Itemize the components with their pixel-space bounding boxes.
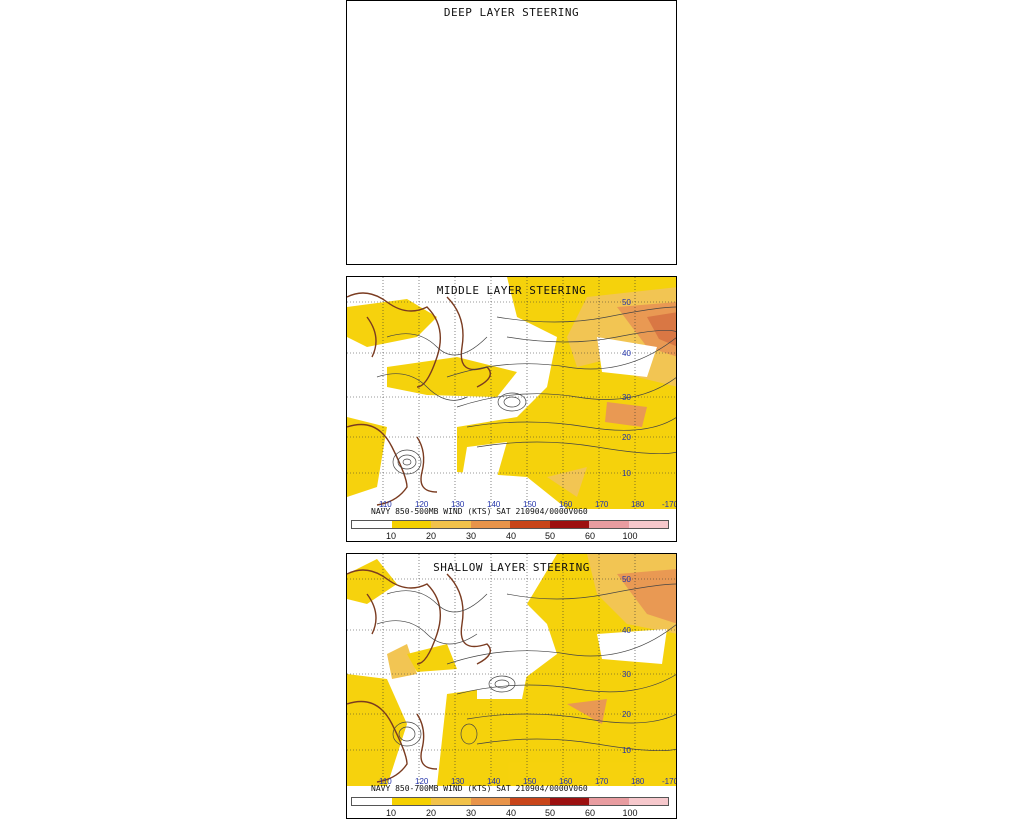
svg-text:180: 180 — [631, 500, 645, 509]
shallow-layer-wind-map — [347, 554, 677, 786]
shallow-layer-caption: NAVY 850-700MB WIND (KTS) SAT 210904/0000V060 — [371, 784, 588, 793]
svg-text:140: 140 — [487, 777, 501, 786]
svg-text:10: 10 — [622, 469, 631, 478]
legend-swatch — [352, 521, 392, 528]
legend-label: 10 — [385, 808, 397, 818]
legend-swatch — [510, 798, 550, 805]
deep-layer-title: DEEP LAYER STEERING — [443, 6, 580, 19]
legend-swatch — [431, 798, 471, 805]
svg-text:50: 50 — [622, 575, 631, 584]
svg-text:40: 40 — [622, 626, 631, 635]
svg-text:40: 40 — [622, 349, 631, 358]
deep-layer-panel — [346, 0, 677, 265]
legend-swatch — [392, 798, 432, 805]
legend-color-bar — [351, 520, 669, 529]
legend-swatch — [589, 798, 629, 805]
legend-label: 30 — [465, 531, 477, 541]
legend-swatch — [471, 521, 511, 528]
svg-text:10: 10 — [622, 746, 631, 755]
legend-label: 50 — [544, 531, 556, 541]
legend-label: 100 — [622, 808, 638, 818]
legend-swatch — [629, 798, 669, 805]
legend-swatch — [550, 521, 590, 528]
legend-color-bar — [351, 797, 669, 806]
svg-text:130: 130 — [451, 500, 465, 509]
legend-label: 60 — [584, 531, 596, 541]
middle-layer-wind-map — [347, 277, 677, 509]
legend-swatch — [471, 798, 511, 805]
svg-text:160: 160 — [559, 777, 573, 786]
svg-text:170: 170 — [595, 500, 609, 509]
legend-swatch — [589, 521, 629, 528]
svg-text:-170: -170 — [662, 777, 678, 786]
legend-label: 20 — [425, 808, 437, 818]
svg-text:130: 130 — [451, 777, 465, 786]
legend-label: 20 — [425, 531, 437, 541]
svg-text:110: 110 — [379, 777, 392, 786]
middle-layer-caption: NAVY 850-500MB WIND (KTS) SAT 210904/0000V060 — [371, 507, 588, 516]
legend-swatch — [431, 521, 471, 528]
legend-swatch — [392, 521, 432, 528]
legend-swatch — [352, 798, 392, 805]
shallow-layer-panel — [346, 553, 677, 819]
svg-text:20: 20 — [622, 433, 631, 442]
legend-label: 30 — [465, 808, 477, 818]
shallow-layer-title: SHALLOW LAYER STEERING — [433, 561, 590, 574]
shallow-layer-legend — [351, 797, 669, 819]
svg-text:140: 140 — [487, 500, 501, 509]
legend-label: 10 — [385, 531, 397, 541]
legend-swatch — [550, 798, 590, 805]
legend-label: 50 — [544, 808, 556, 818]
legend-label: 40 — [505, 808, 517, 818]
svg-text:30: 30 — [622, 393, 631, 402]
svg-text:160: 160 — [559, 500, 573, 509]
svg-text:30: 30 — [622, 670, 631, 679]
svg-text:180: 180 — [631, 777, 645, 786]
legend-swatch — [629, 521, 669, 528]
svg-text:120: 120 — [415, 500, 429, 509]
legend-label: 60 — [584, 808, 596, 818]
svg-text:50: 50 — [622, 298, 631, 307]
svg-text:-170: -170 — [662, 500, 678, 509]
legend-label: 40 — [505, 531, 517, 541]
legend-label: 100 — [622, 531, 638, 541]
middle-layer-legend — [351, 520, 669, 542]
svg-text:20: 20 — [622, 710, 631, 719]
middle-layer-title: MIDDLE LAYER STEERING — [436, 284, 587, 297]
svg-text:120: 120 — [415, 777, 429, 786]
legend-swatch — [510, 521, 550, 528]
svg-text:150: 150 — [523, 777, 537, 786]
svg-text:170: 170 — [595, 777, 609, 786]
svg-text:110: 110 — [379, 500, 392, 509]
svg-text:150: 150 — [523, 500, 537, 509]
middle-layer-panel — [346, 276, 677, 542]
